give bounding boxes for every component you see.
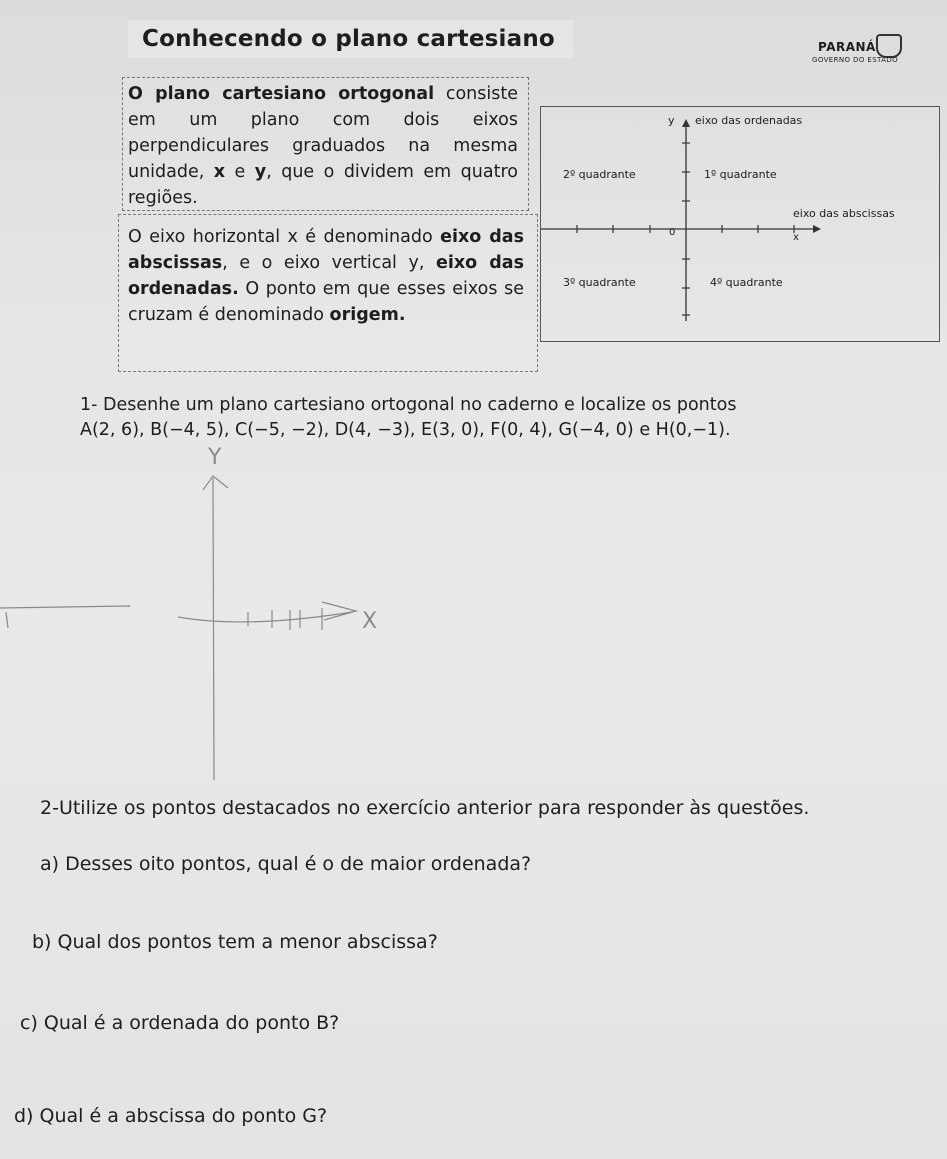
ordenadas-term: eixo das ordenadas. [128,253,524,299]
logo-name: PARANÁ [818,40,876,54]
y-arrow-icon [682,119,690,127]
definition-and: e [225,162,255,182]
abscissas-term: eixo das abscissas [128,227,524,273]
quadrant-1-label: 1º quadrante [704,168,777,181]
x-axis-letter: x [793,232,799,243]
exercise-1-points: A(2, 6), B(−4, 5), C(−5, −2), D(4, −3), E(3, 0), F(0, 4), G(−4, 0) e H(0,−1). [80,420,731,440]
origin-label: 0 [669,227,676,238]
sketch-y-arrow [203,476,228,490]
x-arrow-icon [813,225,821,233]
sketch-x-left [0,606,130,608]
quadrant-3-label: 3º quadrante [563,276,636,289]
y-letter: y [254,162,267,182]
crest-icon [876,34,902,58]
x-axis-label: eixo das abscissas [793,207,895,220]
handwritten-sketch [0,440,420,780]
sketch-x-arrow [322,602,356,620]
definition-rest: consiste em um plano com dois eixos perpendiculares graduados na mesma unidade, [128,84,518,182]
sketch-y-axis [213,478,214,780]
sketch-x-axis [178,612,352,622]
y-axis-letter: y [668,114,675,127]
question-d: d) Qual é a abscissa do ponto G? [14,1105,328,1127]
origem-term: origem. [329,305,406,325]
quadrant-2-label: 2º quadrante [563,168,636,181]
page-title: Conhecendo o plano cartesiano [142,26,555,52]
axes-part1: O eixo horizontal x é denominado [128,227,441,247]
question-a: a) Desses oito pontos, qual é o de maior ordenada? [40,853,532,875]
definition-bold: O plano cartesiano ortogonal [128,84,435,104]
logo-subtitle: GOVERNO DO ESTADO [812,56,899,64]
axes-text [128,224,524,328]
sketch-x-letter: X [362,609,378,634]
diagram-svg [541,107,939,341]
axes-part3: O ponto em que esses eixos se cruzam é denominado [128,279,524,325]
sketch-y-letter: Y [208,445,222,470]
question-c: c) Qual é a ordenada do ponto B? [20,1012,340,1034]
definition-end: , que o dividem em quatro regiões. [128,162,518,208]
y-axis-label: eixo das ordenadas [695,114,803,127]
parana-logo [812,38,912,68]
question-b: b) Qual dos pontos tem a menor abscissa? [32,931,438,953]
axes-part2: , e o eixo vertical y, [222,253,436,273]
quadrant-4-label: 4º quadrante [710,276,783,289]
exercise-2-intro: 2-Utilize os pontos destacados no exercício anterior para responder às questões. [40,797,810,819]
cartesian-diagram [540,106,940,342]
definition-text [128,81,518,211]
x-letter: x [213,162,226,182]
exercise-1-instruction: 1- Desenhe um plano cartesiano ortogonal no caderno e localize os pontos [80,395,737,415]
